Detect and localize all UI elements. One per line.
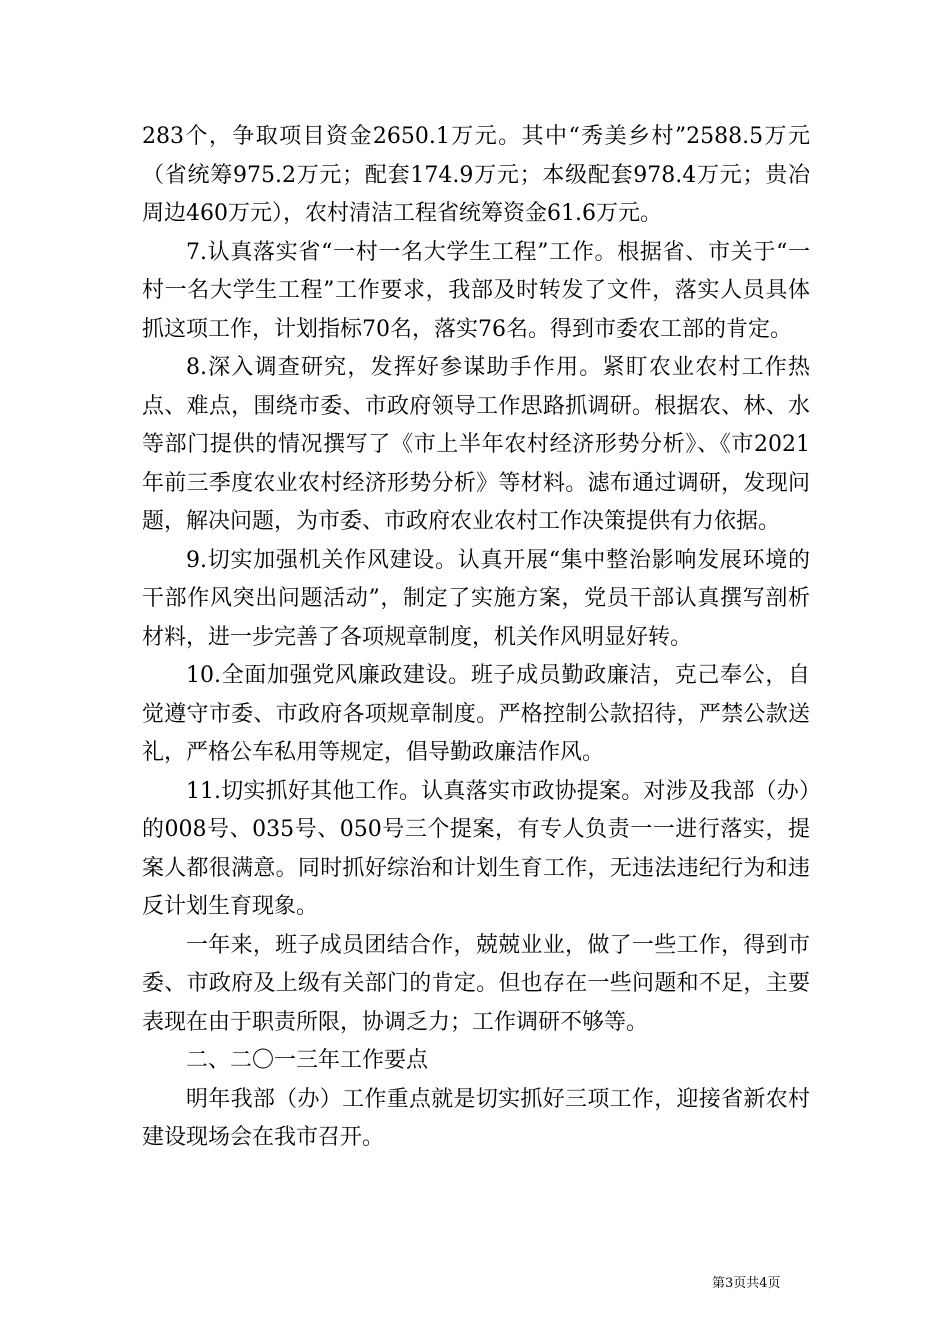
section-heading: 二、二〇一三年工作要点 xyxy=(186,1048,429,1073)
page-number: 第3页共4页 xyxy=(712,1276,781,1291)
paragraph-item-10: 10.全面加强党风廉政建设。班子成员勤政廉洁，克己奉公，自觉遵守市委、市政府各项规章制度。严格控制公款招待，严禁公款送礼，严格公车私用等规定，倡导勤政廉洁作风。 xyxy=(142,663,810,765)
paragraph-item-11: 11.切实抓好其他工作。认真落实市政协提案。对涉及我部（办）的008号、035号、050号三个提案，有专人负责一一进行落实，提案人都很满意。同时抓好综治和计划生育工作，无违法违纪行为和违反计划生育现象。 xyxy=(142,778,810,919)
paragraph-summary: 一年来，班子成员团结合作，兢兢业业，做了一些工作，得到市委、市政府及上级有关部门的肯定。但也存在一些问题和不足，主要表现在由于职责所限，协调乏力；工作调研不够等。 xyxy=(142,932,810,1035)
paragraph-item-8: 8.深入调查研究，发挥好参谋助手作用。紧盯农业农村工作热点、难点，围绕市委、市政府领导工作思路抓调研。根据农、林、水等部门提供的情况撰写了《市上半年农村经济形势分析》、《市2021年前三季度农业农村经济形势分析》等材料。滤布通过调研，发现问题，解决问题，为市委、市政府农业农村工作决策提供有力依据。 xyxy=(142,355,810,534)
paragraph-item-7: 7.认真落实省“一村一名大学生工程”工作。根据省、市关于“一村一名大学生工程”工作要求，我部及时转发了文件，落实人员具体抓这项工作，计划指标70名，落实76名。得到市委农工部的肯定。 xyxy=(142,239,810,342)
paragraph-plan: 明年我部（办）工作重点就是切实抓好三项工作，迎接省新农村建设现场会在我市召开。 xyxy=(142,1086,810,1150)
document-body xyxy=(142,118,810,1158)
paragraph-1: 283个，争取项目资金2650.1万元。其中“秀美乡村”2588.5万元（省统筹975.2万元；配套174.9万元；本级配套978.4万元；贵冶周边460万元），农村清洁工程省统筹资金61.6万元。 xyxy=(142,124,810,226)
paragraph-item-9: 9.切实加强机关作风建设。认真开展“集中整治影响发展环境的干部作风突出问题活动”，制定了实施方案，党员干部认真撰写剖析材料，进一步完善了各项规章制度，机关作风明显好转。 xyxy=(142,547,810,650)
